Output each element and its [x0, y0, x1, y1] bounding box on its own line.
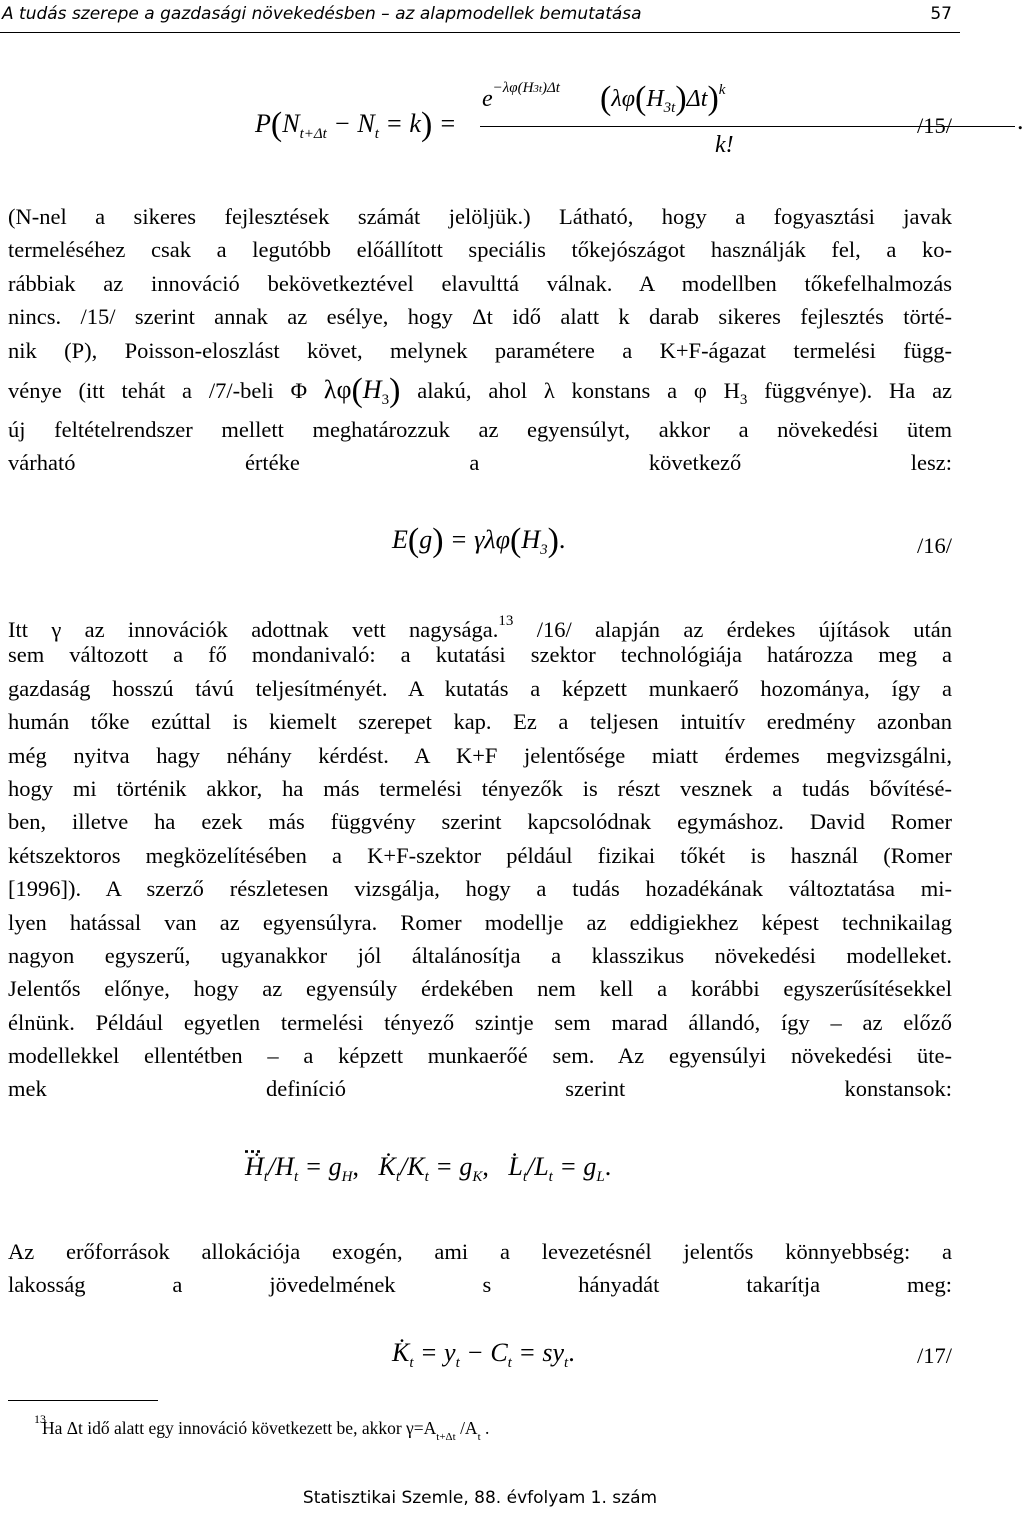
footnote-rule	[8, 1400, 158, 1401]
text-line: Itt γ az innovációk adottnak vett nagysága.$^{13}$ /16/ alapján az érdekes újítások után	[8, 613, 952, 642]
text-line: lyen hatással van az egyensúlyra. Romer modellje az eddigiekhez képest technikailag	[8, 909, 952, 935]
text-line: nagyon egyszerű, ugyanakkor jól általánosítja a klasszikus növekedési modelleket.	[8, 942, 952, 968]
text-line: nik (P), Poisson-eloszlást követ, melynek paramétere a K+F-ágazat termelési függ-	[8, 337, 952, 363]
text-line: Az erőforrások allokációja exogén, ami a levezetésnél jelentős könnyebbség: a	[8, 1239, 952, 1264]
paragraph-1	[8, 200, 952, 480]
text-line: rábbiak az innováció bekövetkeztével elavulttá válnak. A modellben tőkefelhalmozás	[8, 270, 952, 296]
equation-16-label: /16/	[916, 533, 952, 558]
equation-16: $E(g) = \gamma\lambda\varphi(H_3)$.	[392, 522, 566, 559]
equation-17: $K̇_t = y_t - C_t = sy_t$.	[392, 1338, 575, 1371]
header-rule	[0, 32, 960, 33]
text-line: hogy mi történik akkor, ha más termelési tényezők is részt vesznek a tudás bővítésé-	[8, 775, 952, 801]
text-line: kétszektoros megközelítésében a K+F-szektor például fizikai tőkét is használ (Romer	[8, 842, 952, 868]
text-line-with-formula: vénye (itt tehát a /7/-beli Φ $\lambda\varphi(H_3)$ alakú, ahol λ konstans a φ $H_3$ függvénye). Ha az	[8, 371, 953, 409]
equation-17-label: /17/	[916, 1343, 952, 1368]
text-line: modellekkel ellentétben – a képzett munkaerőé sem. Az egyensúlyi növekedési üte-	[8, 1043, 952, 1069]
text-line: humán tőke ezúttal is kiemelt szerepet kap. Ez a teljesen intuitív eredmény azonban	[8, 709, 952, 735]
paragraph-3	[8, 1235, 952, 1302]
text-line: termeléséhez csak a legutóbb előállított speciális tőkejószágot használják fel, a ko-	[8, 237, 952, 263]
text-line: új feltételrendszer mellett meghatározzuk az egyensúlyt, akkor a növekedési ütem	[8, 416, 952, 442]
text-line: lakosság a jövedelmének s hányadát takarítja meg:	[8, 1272, 952, 1298]
growth-rate-equations: $Ḣ_t/H_t = g_H$, $K̇_t/K_t = g_K$, $L̇_t/L_t = g_L$.	[245, 1152, 612, 1185]
text-line: Jelentős előnye, hogy az egyensúly érdekében nem kell a korábbi egyszerűsítésekkel	[8, 976, 952, 1002]
text-line: még nyitva hagy néhány kérdést. A K+F jelentősége miatt érdemes megvizsgálni,	[8, 742, 952, 768]
text-line: nincs. /15/ szerint annak az esélye, hogy Δt idő alatt k darab sikeres fejlesztés törté-	[8, 304, 952, 330]
text-line: várható értéke a következő lesz:	[8, 450, 952, 476]
text-line: gazdaság hosszú távú teljesítményét. A kutatás a képzett munkaerő hozománya, így a	[8, 675, 952, 701]
running-header	[0, 0, 960, 36]
footnote: 13 Ha Δt idő alatt egy innováció következett be, akkor $\gamma=A_{t+\Delta t}$ $/A_t$ .	[34, 1412, 490, 1443]
text-line: mek definíció szerint konstansok:	[8, 1076, 952, 1102]
paragraph-2	[8, 605, 952, 1106]
footnote-mark: 13	[34, 1412, 46, 1426]
text-line: sem változott a fő mondanivaló: a kutatási szektor technológiája határozza meg a	[8, 642, 952, 668]
text-line: ben, illetve ha ezek más függvény szerint kapcsolódnak egymáshoz. David Romer	[8, 809, 952, 835]
text-line: élnünk. Például egyetlen termelési tényező szintje sem marad állandó, így – az előző	[8, 1009, 952, 1035]
text-line: (N-nel a sikeres fejlesztések számát jelöljük.) Látható, hogy a fogyasztási javak	[8, 204, 952, 229]
equation-15-label: /15/	[916, 113, 952, 138]
equation-15: $P(N_{t+\Delta t} - N_t = k)$ = $e^{-\lambda\varphi(H3t)\Delta t}$ $(\lambda\varphi(H_{3t})\Delta t)^k$ k! .	[255, 80, 1024, 158]
footnote-ref: 13	[498, 613, 514, 629]
running-title: A tudás szerepe a gazdasági növekedésben – az alapmodellek bemutatása	[2, 4, 642, 24]
running-footer: Statisztikai Szemle, 88. évfolyam 1. szám	[302, 1488, 658, 1508]
page-number: 57	[930, 4, 952, 24]
text-line: [1996]). A szerző részletesen vizsgálja, hogy a tudás hozadékának változtatása mi-	[8, 876, 952, 902]
